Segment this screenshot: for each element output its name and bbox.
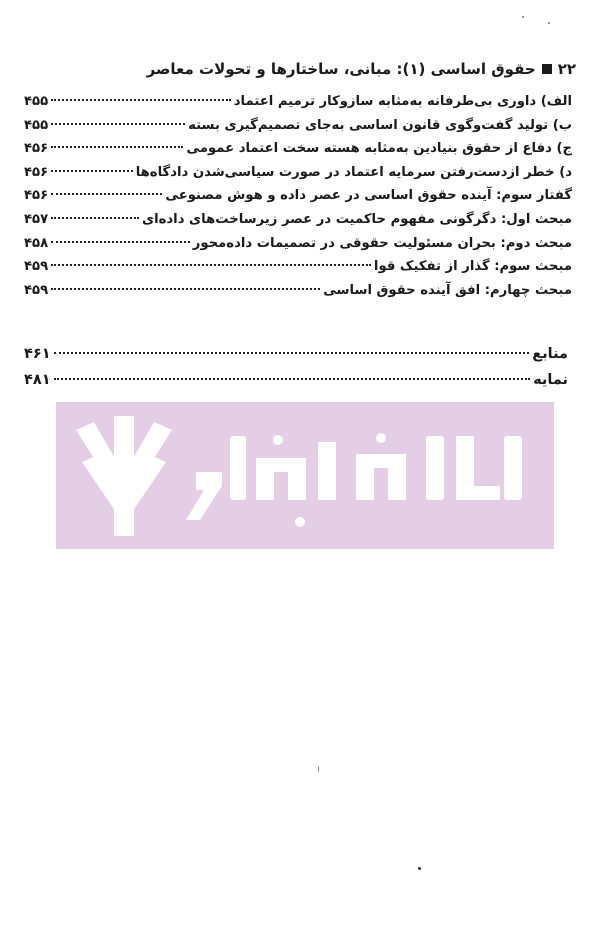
toc-entry-title: مبحث اول: دگرگونی مفهوم حاکمیت در عصر زیرساخت‌های داده‌ای [142,211,572,227]
toc-entry [24,346,568,372]
toc-entry-page: ۴۵۵ [24,94,49,109]
dot-leader [51,264,371,266]
dot-leader [54,378,531,380]
dot-leader [51,146,183,148]
toc-entry [24,141,572,165]
paper-speck [522,16,524,18]
toc-entry-title: مبحث چهارم: افق آینده حقوق اساسی [323,282,572,298]
toc-entry-title: منابع [532,346,568,362]
toc-entry [24,188,572,212]
toc-entry-title: ب) تولید گفت‌وگوی قانون اساسی به‌جای تصمیم‌گیری بسته [188,117,572,133]
dot-leader [54,352,530,354]
toc-entry-page: ۴۵۶ [24,188,49,204]
page-number: ۲۲ [557,60,576,78]
toc-entry [24,118,572,142]
toc-entry-title: د) خطر ازدست‌رفتن سرمایه اعتماد در صورت سیاسی‌شدن دادگاه‌ها [135,164,572,180]
paper-speck [418,867,421,870]
toc-entry [24,212,572,236]
toc-entry [24,236,572,260]
dot-leader [51,193,162,195]
toc-entry-page: ۴۵۶ [24,164,49,180]
toc-entry-page: ۴۵۷ [24,211,49,227]
running-header [24,56,576,82]
trident-logo-icon [76,416,172,536]
toc-entry [24,259,572,283]
toc-entry-page: ۴۸۱ [24,372,51,388]
dot-leader [51,170,133,172]
toc-entry [24,372,568,398]
wordmark-letters-icon [186,433,522,527]
toc-entry-page: ۴۵۹ [24,282,49,298]
toc-entry-title: مبحث سوم: گذار از تفکیک قوا [373,259,572,275]
dot-leader [51,241,190,243]
table-of-contents-end [24,346,568,398]
toc-entry [24,283,572,307]
dot-leader [51,217,139,219]
toc-entry-page: ۴۵۹ [24,259,49,275]
paper-speck [318,766,319,772]
toc-entry-page: ۴۶۱ [24,346,51,362]
watermark-logo-icon [56,402,554,549]
dot-leader [51,123,185,125]
toc-entry-title: نمایه [533,372,568,388]
dot-leader [51,288,320,290]
toc-entry-page: ۴۵۸ [24,235,49,251]
toc-entry-title: الف) داوری بی‌طرفانه به‌مثابه سازوکار ترمیم اعتماد [233,94,572,109]
square-bullet-icon [542,64,552,74]
table-of-contents [24,94,572,306]
toc-entry-title: ج) دفاع از حقوق بنیادین به‌مثابه هسته سخت اعتماد عمومی [186,141,572,157]
toc-entry-page: ۴۵۵ [24,117,49,133]
book-title: حقوق اساسی (۱): مبانی، ساختارها و تحولات معاصر [146,60,536,78]
toc-entry-title: مبحث دوم: بحران مسئولیت حقوقی در تصمیمات داده‌محور [192,235,572,251]
watermark [56,402,554,549]
dot-leader [51,99,231,101]
toc-entry-page: ۴۵۶ [24,141,49,157]
toc-entry-title: گفتار سوم: آینده حقوق اساسی در عصر داده و هوش مصنوعی [165,188,572,204]
toc-entry [24,165,572,189]
paper-speck [548,22,550,24]
toc-entry [24,94,572,118]
